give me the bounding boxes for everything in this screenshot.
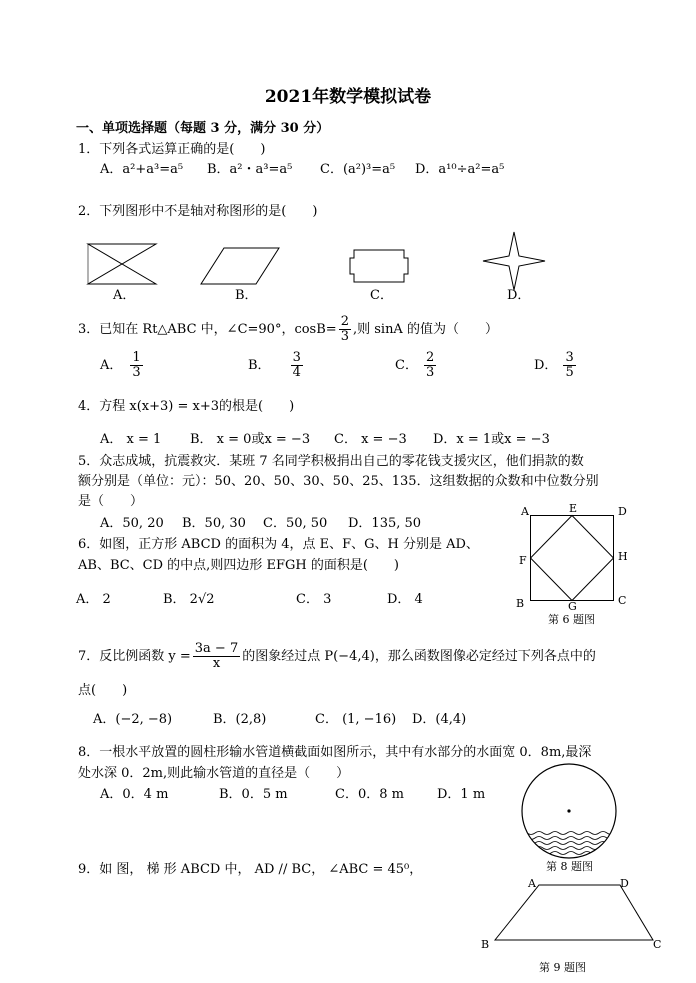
q7-stem: [78, 642, 596, 671]
q6-label-d: D: [618, 505, 627, 518]
q5-option-a: A．50, 20: [100, 516, 164, 531]
q2-figure-b-parallelogram: [200, 247, 280, 285]
q3-option-d-den: 5: [565, 365, 574, 380]
q7-function-numerator: 3a − 7: [194, 641, 239, 656]
q2-stem: 2．下列图形中不是轴对称图形的是( ): [78, 204, 318, 219]
q6-figure-caption: 第 6 题图: [548, 613, 595, 626]
q6-line-2: AB、BC、CD 的中点,则四边形 EFGH 的面积是( ): [78, 558, 399, 573]
q3-option-c-label: C．: [395, 357, 418, 373]
section-heading: 一、单项选择题（每题 3 分，满分 30 分）: [76, 121, 330, 136]
q3-option-b-fraction: [291, 351, 303, 380]
q3-option-c-fraction: [424, 351, 436, 380]
q6-figure-square: [530, 515, 614, 601]
q1-stem: 1．下列各式运算正确的是( ): [78, 142, 266, 157]
q3-cosb-denominator: 3: [340, 329, 349, 344]
q2-figure-a-hourglass: [86, 242, 158, 286]
q6-option-b: B． 2√2: [163, 592, 215, 607]
q8-option-a: A．0．4 m: [100, 787, 169, 802]
q7-option-d: D．(4,4): [412, 712, 467, 727]
q5-option-c: C．50, 50: [263, 516, 328, 531]
q7-option-c: C． (1, −16): [315, 712, 397, 727]
q3-option-d: [534, 351, 578, 380]
q3-option-c: [395, 351, 438, 380]
q7-function-denominator: x: [212, 656, 221, 671]
q3-stem-part-a: 3．已知在 Rt△ABC 中，∠C=90°，cosB=: [78, 321, 337, 337]
q7-stem-part-b: 的图象经过点 P(−4,4)，那么函数图像必定经过下列各点中的: [242, 648, 596, 664]
q3-option-d-fraction: [563, 351, 575, 380]
q6-label-g: G: [568, 600, 577, 613]
q9-stem: 9．如 图， 梯 形 ABCD 中， AD // BC， ∠ABC = 45⁰，: [78, 862, 423, 877]
q4-option-b: B． x = 0或x = −3: [190, 432, 311, 447]
q2-label-b: B．: [235, 288, 258, 303]
q3-option-b-den: 4: [292, 365, 301, 380]
q2-label-c: C．: [370, 288, 393, 303]
q3-option-b: [248, 351, 305, 380]
q6-label-f: F: [519, 554, 527, 567]
q6-option-d: D． 4: [387, 592, 423, 607]
q7-option-b: B．(2,8): [213, 712, 267, 727]
q8-option-b: B．0．5 m: [219, 787, 288, 802]
q2-label-a: A．: [113, 288, 136, 303]
q2-figure-c-notched-rect: [349, 249, 409, 283]
q6-option-c: C． 3: [296, 592, 332, 607]
q3-option-a-den: 3: [132, 365, 141, 380]
q7-line-2: 点( ): [78, 683, 128, 698]
q4-option-a: A． x = 1: [100, 432, 162, 447]
q3-option-b-label: B．: [248, 357, 271, 373]
q6-line-1: 6．如图，正方形 ABCD 的面积为 4，点 E、F、G、H 分别是 AD、: [78, 537, 479, 552]
q3-stem-part-b: ,则 sinA 的值为（ ）: [352, 321, 498, 337]
q6-label-b: B: [516, 597, 525, 610]
q3-option-c-den: 3: [425, 365, 435, 380]
q4-option-c: C． x = −3: [334, 432, 407, 447]
q8-figure-pipe: [519, 763, 619, 859]
q7-function-fraction: [193, 642, 240, 671]
q9-label-d: D: [620, 877, 629, 890]
q7-stem-part-a: 7．反比例函数 y =: [78, 648, 191, 664]
q3-option-d-label: D．: [534, 357, 558, 373]
q1-option-b: B．a²・a³=a⁵: [207, 162, 293, 177]
q1-option-c: C．(a²)³=a⁵: [320, 162, 396, 177]
q8-line-1: 8．一根水平放置的圆柱形输水管道横截面如图所示，其中有水部分的水面宽 0．8m,最深: [78, 745, 592, 760]
q6-label-h: H: [618, 550, 628, 563]
q3-option-c-num: 2: [425, 350, 435, 365]
q9-label-c: C: [653, 938, 662, 951]
q6-label-e: E: [569, 502, 578, 515]
q5-option-d: D．135, 50: [348, 516, 422, 531]
q3-option-a-label: A．: [100, 357, 123, 373]
q4-stem: 4．方程 x(x+3) = x+3的根是( ): [78, 399, 295, 414]
q8-option-d: D．1 m: [437, 787, 486, 802]
q6-label-a: A: [521, 505, 529, 518]
q1-option-a: A．a²+a³=a⁵: [100, 162, 184, 177]
q3-cosb-fraction: [339, 315, 351, 344]
q9-label-b: B: [481, 938, 490, 951]
q9-figure-caption: 第 9 题图: [539, 961, 586, 974]
page-title: 2021年数学模拟试卷: [264, 87, 432, 107]
q3-option-b-num: 3: [292, 350, 301, 365]
q6-option-a: A． 2: [76, 592, 111, 607]
q3-stem: [78, 315, 498, 344]
q9-label-a: A: [528, 877, 536, 890]
q3-option-a: [100, 351, 145, 380]
q1-option-d: D．a¹⁰÷a²=a⁵: [415, 162, 505, 177]
q7-option-a: A．(−2, −8): [93, 712, 173, 727]
q9-figure-trapezoid: [494, 884, 654, 941]
q6-label-c: C: [618, 594, 627, 607]
q3-option-a-num: 1: [132, 350, 141, 365]
q3-cosb-numerator: 2: [340, 314, 349, 329]
q8-figure-caption: 第 8 题图: [546, 860, 593, 873]
q2-label-d: D．: [507, 288, 531, 303]
q5-line-2: 额分别是（单位：元）：50、20、50、30、50、25、135．这组数据的众数和中位数分别: [78, 474, 599, 489]
q2-figure-d-four-point-star: [482, 231, 546, 291]
q3-option-d-num: 3: [565, 350, 574, 365]
q4-option-d: D．x = 1或x = −3: [433, 432, 550, 447]
q8-option-c: C．0．8 m: [335, 787, 404, 802]
q3-option-a-fraction: [130, 351, 142, 380]
q5-line-3: 是（ ）: [78, 494, 144, 509]
q5-line-1: 5．众志成城，抗震救灾．某班 7 名同学积极捐出自己的零花钱支援灾区，他们捐款的数: [78, 454, 584, 469]
q5-option-b: B．50, 30: [182, 516, 246, 531]
q8-line-2: 处水深 0．2m,则此输水管道的直径是（ ）: [78, 766, 350, 781]
